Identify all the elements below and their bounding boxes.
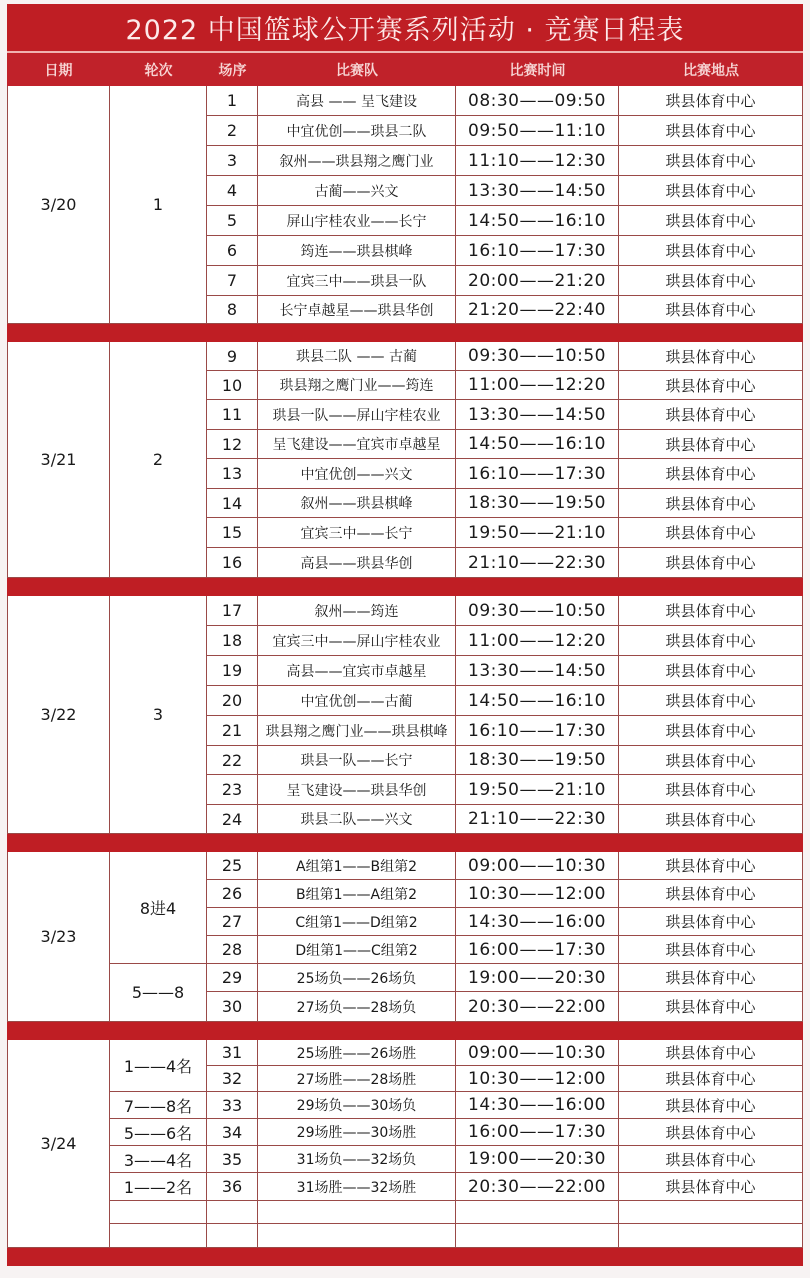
match-venue: 珙县体育中心 [619,206,803,236]
match-seq: 4 [207,176,258,206]
match-time: 18:30——19:50 [456,746,619,775]
match-venue: 珙县体育中心 [619,1146,803,1173]
match-teams: 29场负——30场负 [258,1092,456,1119]
match-venue: 珙县体育中心 [619,805,803,834]
match-venue: 珙县体育中心 [619,1040,803,1066]
match-time: 13:30——14:50 [456,400,619,430]
footer-band [7,1248,803,1266]
match-venue [619,1224,803,1248]
match-time: 14:30——16:00 [456,1092,619,1119]
match-seq: 21 [207,716,258,746]
match-teams: 古蔺——兴文 [258,176,456,206]
match-teams: 27场负——28场负 [258,992,456,1022]
match-venue: 珙县体育中心 [619,686,803,716]
match-venue: 珙县体育中心 [619,459,803,489]
match-venue: 珙县体育中心 [619,489,803,518]
date-cell: 3/22 [7,596,110,834]
match-time: 14:50——16:10 [456,206,619,236]
match-venue: 珙县体育中心 [619,716,803,746]
match-time: 20:30——22:00 [456,1173,619,1201]
match-seq: 30 [207,992,258,1022]
header-teams: 比赛队 [336,62,378,79]
match-seq: 3 [207,146,258,176]
match-time: 10:30——12:00 [456,1066,619,1092]
header-round: 轮次 [144,62,173,79]
match-venue [619,1201,803,1224]
match-teams: 屏山宇桂农业——长宁 [258,206,456,236]
match-seq: 11 [207,400,258,430]
match-teams: 高县——宜宾市卓越星 [258,656,456,686]
match-seq: 2 [207,116,258,146]
match-time: 20:30——22:00 [456,992,619,1022]
match-time: 16:10——17:30 [456,459,619,489]
match-seq: 18 [207,626,258,656]
match-teams [258,1201,456,1224]
match-time: 13:30——14:50 [456,656,619,686]
match-time: 19:00——20:30 [456,964,619,992]
match-seq: 26 [207,880,258,908]
date-cell: 3/24 [7,1040,110,1248]
match-time: 09:00——10:30 [456,1040,619,1066]
match-venue: 珙县体育中心 [619,266,803,296]
round-cell: 8进4 [110,852,207,964]
match-time: 11:10——12:30 [456,146,619,176]
match-time: 19:50——21:10 [456,518,619,548]
match-venue: 珙县体育中心 [619,548,803,578]
match-time: 08:30——09:50 [456,86,619,116]
match-time: 14:50——16:10 [456,686,619,716]
match-venue: 珙县体育中心 [619,992,803,1022]
match-time: 19:00——20:30 [456,1146,619,1173]
match-time: 21:10——22:30 [456,805,619,834]
match-venue: 珙县体育中心 [619,656,803,686]
match-teams: D组第1——C组第2 [258,936,456,964]
header-seq: 场序 [218,62,247,79]
match-venue: 珙县体育中心 [619,518,803,548]
match-seq: 15 [207,518,258,548]
match-venue: 珙县体育中心 [619,908,803,936]
match-teams: 筠连——珙县棋峰 [258,236,456,266]
round-cell: 1 [110,86,207,324]
match-teams: 31场负——32场负 [258,1146,456,1173]
match-time: 21:10——22:30 [456,548,619,578]
match-seq: 34 [207,1119,258,1146]
match-venue: 珙县体育中心 [619,1092,803,1119]
date-cell: 3/23 [7,852,110,1022]
match-seq: 17 [207,596,258,626]
match-time: 16:00——17:30 [456,936,619,964]
match-seq: 16 [207,548,258,578]
match-venue: 珙县体育中心 [619,964,803,992]
match-seq: 29 [207,964,258,992]
day-separator [7,324,803,342]
match-time [456,1224,619,1248]
match-seq: 23 [207,775,258,805]
match-teams: 31场胜——32场胜 [258,1173,456,1201]
match-seq: 6 [207,236,258,266]
match-seq: 1 [207,86,258,116]
match-teams: 高县——珙县华创 [258,548,456,578]
match-seq: 14 [207,489,258,518]
match-time: 11:00——12:20 [456,371,619,400]
match-time: 11:00——12:20 [456,626,619,656]
match-time [456,1201,619,1224]
round-cell: 5——8 [110,964,207,1022]
match-time: 09:00——10:30 [456,852,619,880]
match-teams: 高县 —— 呈飞建设 [258,86,456,116]
match-teams: 宜宾三中——长宁 [258,518,456,548]
round-cell: 1——2名 [110,1173,207,1201]
match-venue: 珙县体育中心 [619,296,803,324]
match-time: 20:00——21:20 [456,266,619,296]
match-teams: 27场胜——28场胜 [258,1066,456,1092]
match-venue: 珙县体育中心 [619,880,803,908]
match-venue: 珙县体育中心 [619,596,803,626]
match-time: 16:00——17:30 [456,1119,619,1146]
match-teams: 珙县翔之鹰门业——筠连 [258,371,456,400]
match-venue: 珙县体育中心 [619,342,803,371]
match-teams: 珙县一队——长宁 [258,746,456,775]
match-venue: 珙县体育中心 [619,430,803,459]
round-cell: 3——4名 [110,1146,207,1173]
match-time: 14:30——16:00 [456,908,619,936]
round-cell: 7——8名 [110,1092,207,1119]
round-cell: 3 [110,596,207,834]
match-teams: 珙县二队——兴文 [258,805,456,834]
match-venue: 珙县体育中心 [619,86,803,116]
match-venue: 珙县体育中心 [619,775,803,805]
match-seq: 24 [207,805,258,834]
match-teams: 珙县一队——屏山宇桂农业 [258,400,456,430]
match-seq: 8 [207,296,258,324]
match-seq: 19 [207,656,258,686]
match-teams: 长宁卓越星——珙县华创 [258,296,456,324]
match-seq: 13 [207,459,258,489]
round-cell: 2 [110,342,207,578]
match-venue: 珙县体育中心 [619,1119,803,1146]
match-seq: 5 [207,206,258,236]
match-venue: 珙县体育中心 [619,626,803,656]
match-time: 19:50——21:10 [456,775,619,805]
header-venue: 比赛地点 [683,62,739,79]
match-time: 16:10——17:30 [456,236,619,266]
date-cell: 3/21 [7,342,110,578]
match-teams: 29场胜——30场胜 [258,1119,456,1146]
match-seq: 33 [207,1092,258,1119]
match-teams: C组第1——D组第2 [258,908,456,936]
match-time: 09:50——11:10 [456,116,619,146]
match-seq: 32 [207,1066,258,1092]
match-seq: 22 [207,746,258,775]
day-separator [7,834,803,852]
match-venue: 珙县体育中心 [619,746,803,775]
match-seq: 25 [207,852,258,880]
match-time: 10:30——12:00 [456,880,619,908]
match-time: 18:30——19:50 [456,489,619,518]
round-cell [110,1201,207,1224]
match-seq: 28 [207,936,258,964]
round-cell: 5——6名 [110,1119,207,1146]
match-teams: 中宜优创——兴文 [258,459,456,489]
match-seq: 12 [207,430,258,459]
match-teams: 呈飞建设——珙县华创 [258,775,456,805]
match-venue: 珙县体育中心 [619,371,803,400]
match-teams: 中宜优创——古蔺 [258,686,456,716]
match-teams: 呈飞建设——宜宾市卓越星 [258,430,456,459]
round-cell [110,1224,207,1248]
match-seq: 7 [207,266,258,296]
match-seq: 36 [207,1173,258,1201]
match-venue: 珙县体育中心 [619,116,803,146]
day-separator [7,1022,803,1040]
match-teams: B组第1——A组第2 [258,880,456,908]
match-time: 21:20——22:40 [456,296,619,324]
match-seq: 31 [207,1040,258,1066]
date-cell: 3/20 [7,86,110,324]
match-teams: 宜宾三中——屏山宇桂农业 [258,626,456,656]
match-seq: 35 [207,1146,258,1173]
match-teams: 中宜优创——珙县二队 [258,116,456,146]
header-date: 日期 [44,62,73,79]
page-title: 2022 中国篮球公开赛系列活动 · 竞赛日程表 [7,4,803,51]
match-teams: 叙州——珙县翔之鹰门业 [258,146,456,176]
match-teams: 叙州——珙县棋峰 [258,489,456,518]
match-teams: 珙县二队 —— 古蔺 [258,342,456,371]
table-header [7,53,803,86]
match-venue: 珙县体育中心 [619,1173,803,1201]
match-seq: 27 [207,908,258,936]
match-seq: 9 [207,342,258,371]
match-teams: 珙县翔之鹰门业——珙县棋峰 [258,716,456,746]
match-venue: 珙县体育中心 [619,176,803,206]
match-seq: 10 [207,371,258,400]
match-time: 16:10——17:30 [456,716,619,746]
match-teams: 叙州——筠连 [258,596,456,626]
match-venue: 珙县体育中心 [619,852,803,880]
match-teams: A组第1——B组第2 [258,852,456,880]
match-teams: 25场胜——26场胜 [258,1040,456,1066]
match-venue: 珙县体育中心 [619,936,803,964]
match-venue: 珙县体育中心 [619,400,803,430]
match-seq [207,1224,258,1248]
round-cell: 1——4名 [110,1040,207,1092]
match-venue: 珙县体育中心 [619,146,803,176]
match-venue: 珙县体育中心 [619,236,803,266]
match-teams: 宜宾三中——珙县一队 [258,266,456,296]
match-teams [258,1224,456,1248]
match-time: 09:30——10:50 [456,342,619,371]
match-time: 14:50——16:10 [456,430,619,459]
match-teams: 25场负——26场负 [258,964,456,992]
header-time: 比赛时间 [509,62,566,79]
day-separator [7,578,803,596]
match-seq: 20 [207,686,258,716]
match-time: 09:30——10:50 [456,596,619,626]
match-seq [207,1201,258,1224]
match-time: 13:30——14:50 [456,176,619,206]
match-venue: 珙县体育中心 [619,1066,803,1092]
